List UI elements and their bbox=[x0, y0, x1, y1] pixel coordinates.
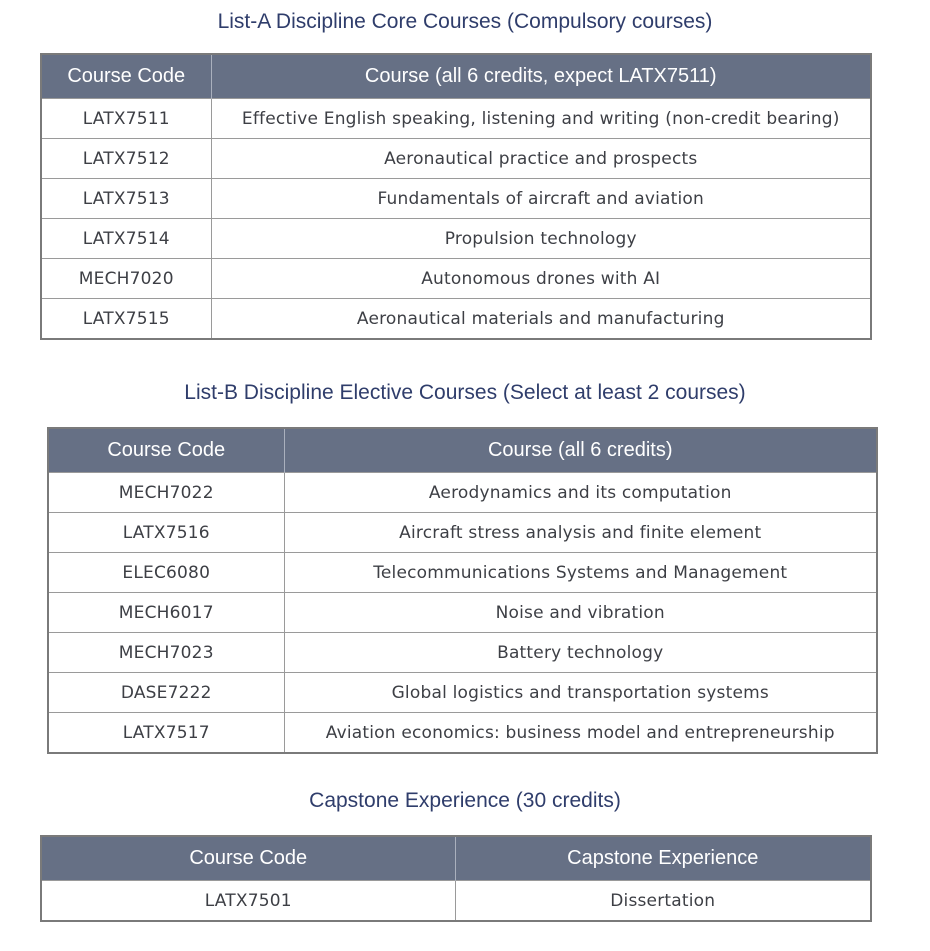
column-header-course-code: Course Code bbox=[41, 836, 455, 881]
course-name-cell: Fundamentals of aircraft and aviation bbox=[211, 179, 871, 219]
course-name-cell: Battery technology bbox=[284, 633, 877, 673]
course-code-cell: LATX7512 bbox=[41, 139, 211, 179]
table-row bbox=[41, 881, 871, 922]
table-row bbox=[41, 259, 871, 299]
table-header-row bbox=[48, 428, 877, 473]
list-a-title: List-A Discipline Core Courses (Compulsory courses) bbox=[217, 10, 713, 33]
course-name-cell: Telecommunications Systems and Management bbox=[284, 553, 877, 593]
table-row bbox=[41, 299, 871, 340]
course-name-cell: Global logistics and transportation systems bbox=[284, 673, 877, 713]
table-header-row bbox=[41, 54, 871, 99]
course-name-cell: Aerodynamics and its computation bbox=[284, 473, 877, 513]
table-row bbox=[48, 593, 877, 633]
course-code-cell: MECH7022 bbox=[48, 473, 284, 513]
course-name-cell: Autonomous drones with AI bbox=[211, 259, 871, 299]
table-row bbox=[48, 673, 877, 713]
table-row bbox=[48, 473, 877, 513]
course-code-cell: LATX7514 bbox=[41, 219, 211, 259]
table-row bbox=[41, 139, 871, 179]
course-code-cell: LATX7511 bbox=[41, 99, 211, 139]
list-b-title: List-B Discipline Elective Courses (Select at least 2 courses) bbox=[184, 381, 746, 404]
course-code-cell: MECH7023 bbox=[48, 633, 284, 673]
course-name-cell: Aeronautical practice and prospects bbox=[211, 139, 871, 179]
table-row bbox=[41, 99, 871, 139]
capstone-title: Capstone Experience (30 credits) bbox=[309, 789, 621, 812]
course-code-cell: LATX7517 bbox=[48, 713, 284, 754]
course-name-cell: Propulsion technology bbox=[211, 219, 871, 259]
course-name-cell: Aeronautical materials and manufacturing bbox=[211, 299, 871, 340]
table-row bbox=[48, 513, 877, 553]
course-name-cell: Effective English speaking, listening and writing (non-credit bearing) bbox=[211, 99, 871, 139]
course-code-cell: MECH7020 bbox=[41, 259, 211, 299]
course-code-cell: LATX7515 bbox=[41, 299, 211, 340]
table-row bbox=[41, 179, 871, 219]
course-name-cell: Aviation economics: business model and entrepreneurship bbox=[284, 713, 877, 754]
course-code-cell: LATX7513 bbox=[41, 179, 211, 219]
table-row bbox=[41, 219, 871, 259]
course-code-cell: MECH6017 bbox=[48, 593, 284, 633]
course-code-cell: DASE7222 bbox=[48, 673, 284, 713]
column-header-course-code: Course Code bbox=[48, 428, 284, 473]
course-code-cell: ELEC6080 bbox=[48, 553, 284, 593]
list-a-table bbox=[40, 53, 872, 340]
table-row bbox=[48, 633, 877, 673]
column-header-course: Course (all 6 credits) bbox=[284, 428, 877, 473]
capstone-table bbox=[40, 835, 872, 922]
course-name-cell: Noise and vibration bbox=[284, 593, 877, 633]
table-header-row bbox=[41, 836, 871, 881]
course-code-cell: LATX7516 bbox=[48, 513, 284, 553]
table-row bbox=[48, 713, 877, 754]
course-code-cell: LATX7501 bbox=[41, 881, 455, 922]
table-row bbox=[48, 553, 877, 593]
course-name-cell: Aircraft stress analysis and finite element bbox=[284, 513, 877, 553]
list-b-table bbox=[47, 427, 878, 754]
course-name-cell: Dissertation bbox=[455, 881, 871, 922]
column-header-course-code: Course Code bbox=[41, 54, 211, 99]
column-header-capstone-experience: Capstone Experience bbox=[455, 836, 871, 881]
column-header-course: Course (all 6 credits, expect LATX7511) bbox=[211, 54, 871, 99]
